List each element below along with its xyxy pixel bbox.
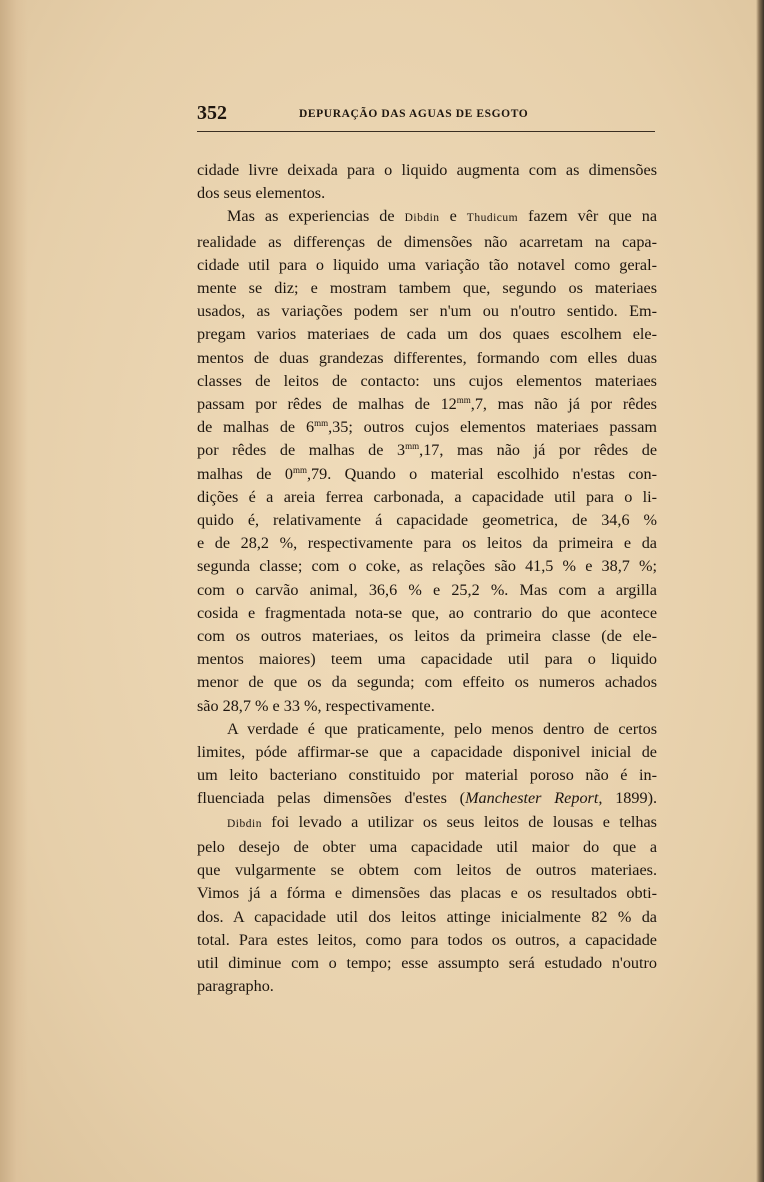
text-line: cosida e fragmentada nota-se que, ao contrario do que acontece	[197, 603, 657, 622]
text-line: cidade livre deixada para o liquido augmenta com as dimensões	[197, 161, 657, 179]
text-line: mente se diz; e mostram tambem que, segundo os materiaes	[197, 279, 657, 298]
text-line	[197, 811, 657, 836]
text-run: fluenciada pelas dimensões d'estes (	[197, 789, 466, 808]
text-line: que vulgarmente se obtem com leitos de outros materiaes.	[197, 861, 657, 880]
unit-superscript: mm	[405, 441, 420, 452]
text-line: limites, póde affirmar-se que a capacidade disponivel inicial de	[197, 743, 657, 762]
text-run: por rêdes de malhas de 3	[197, 441, 406, 460]
text-line: realidade as differenças de dimensões não acarretam na capa-	[197, 232, 657, 251]
text-line: pelo desejo de obter uma capacidade util maior do que a	[197, 837, 657, 856]
page-number: 352	[197, 102, 227, 124]
text-line: util diminue com o tempo; esse assumpto será estudado n'outro	[197, 953, 657, 972]
text-line: quido é, relativamente á capacidade geometrica, de 34,6 %	[197, 511, 657, 530]
text-line: mentos maiores) teem uma capacidade util para o liquido	[197, 650, 657, 669]
text-run: ,79. Quando o material escolhido n'estas con-	[306, 464, 657, 483]
text-run: ,17, mas não já por rêdes de	[419, 441, 658, 460]
text-line: Vimos já a fórma e dimensões das placas e os resultados obti-	[197, 884, 657, 903]
text-line: segunda classe; com o coke, as relações são 41,5 % e 38,7 %;	[197, 557, 657, 576]
text-line	[197, 787, 657, 810]
citation-manchester-report: Manchester Report,	[465, 789, 603, 808]
text-line: A verdade é que praticamente, pelo menos dentro de certos	[227, 719, 657, 738]
text-line	[197, 439, 657, 462]
text-line: pregam varios materiaes de cada um dos quaes escolhem ele-	[197, 325, 657, 344]
text-run: ,7, mas não já por rêdes	[470, 395, 657, 414]
text-line: com os outros materiaes, os leitos da primeira classe (de ele-	[197, 627, 657, 646]
page-header	[197, 102, 655, 132]
text-line: dições é a areia ferrea carbonada, a capacidade util para o li-	[197, 487, 657, 506]
text-line: total. Para estes leitos, como para todos os outros, a capacidade	[197, 930, 657, 949]
text-line	[197, 463, 657, 486]
text-line	[197, 416, 657, 439]
text-run: e	[439, 207, 467, 226]
author-name-dibdin: Dibdin	[404, 212, 440, 225]
unit-superscript: mm	[314, 418, 329, 429]
text-run: malhas de 0	[197, 464, 293, 483]
text-line: mentos de duas grandezas differentes, formando com elles duas	[197, 348, 657, 367]
text-line: dos seus elementos.	[197, 184, 326, 203]
running-title: DEPURAÇÃO DAS AGUAS DE ESGOTO	[299, 108, 529, 120]
text-line: são 28,7 % e 33 %, respectivamente.	[197, 696, 435, 715]
body-text	[197, 159, 657, 998]
text-line: paragrapho.	[197, 977, 274, 996]
text-line: classes de leitos de contacto: uns cujos elementos materiaes	[197, 371, 657, 390]
page-edge-left	[0, 0, 28, 1182]
text-line	[197, 393, 657, 416]
text-line: usados, as variações podem ser n'um ou n'outro sentido. Em-	[197, 302, 657, 321]
page-edge-right	[756, 0, 764, 1182]
text-line: um leito bacteriano constituido por material poroso não é in-	[197, 766, 657, 785]
text-line: com o carvão animal, 36,6 % e 25,2 %. Mas com a argilla	[197, 580, 657, 599]
text-line: menor de que os da segunda; com effeito os numeros achados	[197, 673, 657, 692]
text-run: 1899).	[602, 789, 657, 808]
text-run: ,35; outros cujos elementos materiaes passam	[328, 418, 657, 437]
unit-superscript: mm	[456, 395, 471, 406]
text-line: e de 28,2 %, respectivamente para os leitos da primeira e da	[197, 534, 657, 553]
header-rule	[197, 131, 655, 132]
text-run: fazem vêr que na	[518, 207, 658, 226]
text-run: Mas as experiencias de	[227, 207, 405, 226]
text-run: passam por rêdes de malhas de 12	[197, 395, 457, 414]
text-run: foi levado a utilizar os seus leitos de lousas e telhas	[261, 812, 657, 831]
text-run: de malhas de 6	[197, 418, 315, 437]
unit-superscript: mm	[292, 464, 307, 475]
text-line: cidade util para o liquido uma variação tão notavel como geral-	[197, 255, 657, 274]
author-name-thudicum: Thudicum	[466, 212, 519, 225]
text-line: dos. A capacidade util dos leitos attinge inicialmente 82 % da	[197, 907, 657, 926]
text-line	[197, 205, 657, 230]
author-name-dibdin: Dibdin	[227, 817, 262, 830]
